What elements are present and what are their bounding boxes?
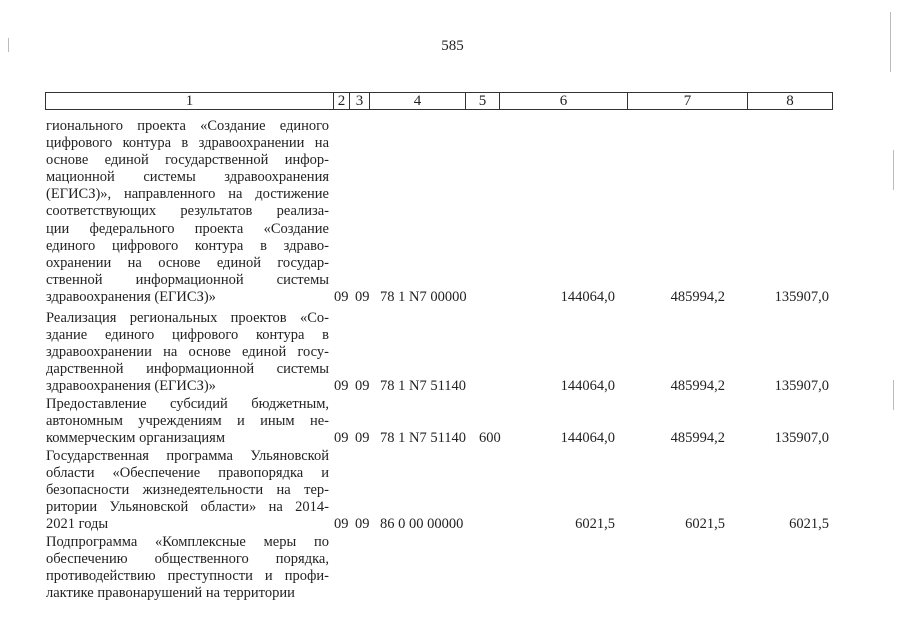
page-number: 585 — [441, 38, 464, 54]
description-line: ритории Ульяновской области» на 2014- — [46, 499, 329, 516]
cell-col-4: 86 0 00 00000 — [380, 516, 464, 533]
description-line: охранении на основе единой государ- — [46, 254, 329, 271]
cell-col-3: 09 — [355, 516, 370, 533]
header-col-7: 7 — [628, 93, 748, 109]
description-line: Государственная программа Ульяновской — [46, 448, 329, 464]
cell-col-3: 09 — [355, 289, 370, 305]
description-line: соответствующих результатов реализа- — [46, 203, 329, 220]
header-col-8: 8 — [786, 93, 794, 109]
cell-col-4: 78 1 N7 51140 — [380, 378, 467, 395]
description-line: здравоохранении на основе единой госу- — [46, 344, 329, 361]
cell-col-8: 6021,5 — [789, 516, 829, 533]
description-line: области «Обеспечение правопорядка и — [46, 465, 329, 482]
cell-col-3: 09 — [355, 378, 370, 395]
cell-col-7: 485994,2 — [670, 430, 725, 447]
cell-col-6: 6021,5 — [575, 516, 615, 533]
cell-col-4: 78 1 N7 00000 — [380, 289, 467, 305]
table-header — [45, 92, 833, 110]
description-line: гионального проекта «Создание единого — [46, 118, 329, 134]
cell-col-6: 144064,0 — [560, 430, 615, 447]
cell-col-2: 09 — [334, 430, 349, 447]
cell-col-2: 09 — [334, 378, 349, 395]
cell-col-6: 144064,0 — [560, 289, 615, 305]
description-line: коммерческим организациям — [46, 430, 226, 447]
description-line: лактике правонарушений на территории — [46, 585, 295, 602]
cell-col-8: 135907,0 — [774, 430, 829, 447]
cell-col-8: 135907,0 — [774, 378, 829, 395]
scan-mark — [890, 12, 891, 72]
header-col-5: 5 — [466, 93, 500, 109]
description-line: 2021 годы — [46, 516, 109, 533]
description-line: здравоохранения (ЕГИСЗ)» — [46, 378, 216, 395]
description-line: (ЕГИСЗ)», направленного на достижение — [46, 186, 329, 203]
cell-col-7: 485994,2 — [670, 289, 725, 305]
header-col-3: 3 — [350, 93, 370, 109]
cell-col-3: 09 — [355, 430, 370, 447]
cell-col-4: 78 1 N7 51140 — [380, 430, 467, 447]
description-line: Подпрограмма «Комплексные меры по — [46, 534, 329, 550]
header-col-1: 1 — [46, 93, 334, 109]
description-line: дарственной информационной системы — [46, 361, 329, 378]
scan-mark — [893, 150, 894, 190]
description-line: мационной системы здравоохранения — [46, 169, 329, 186]
description-line: ции федерального проекта «Создание — [46, 220, 329, 237]
header-col-2: 2 — [334, 93, 350, 109]
cell-col-8: 135907,0 — [774, 289, 829, 305]
header-col-6: 6 — [500, 93, 628, 109]
row-description — [46, 534, 329, 602]
description-line: цифрового контура в здравоохранении на — [46, 135, 329, 152]
description-line: обеспечению общественного порядка, — [46, 551, 329, 568]
description-line: основе единой государственной инфор- — [46, 152, 329, 169]
header-col-4: 4 — [370, 93, 466, 109]
row-description — [46, 310, 329, 395]
row-description — [46, 448, 329, 533]
description-line: противодействию преступности и профи- — [46, 568, 329, 585]
cell-col-2: 09 — [334, 516, 349, 533]
cell-col-2: 09 — [334, 289, 349, 305]
description-line: Реализация региональных проектов «Со- — [46, 310, 329, 326]
description-line: автономным учреждениям и иным не- — [46, 413, 329, 430]
row-description — [46, 396, 329, 447]
cell-col-7: 485994,2 — [670, 378, 725, 395]
cell-col-7: 6021,5 — [685, 516, 725, 533]
description-line: Предоставление субсидий бюджетным, — [46, 396, 329, 412]
cell-col-6: 144064,0 — [560, 378, 615, 395]
row-description — [46, 118, 329, 306]
description-line: ственной информационной системы — [46, 271, 329, 288]
description-line: здание единого цифрового контура в — [46, 327, 329, 344]
scan-mark — [893, 380, 894, 410]
description-line: безопасности жизнедеятельности на тер- — [46, 482, 329, 499]
description-line: здравоохранения (ЕГИСЗ)» — [46, 288, 216, 305]
description-line: единого цифрового контура в здраво- — [46, 237, 329, 254]
scan-mark — [8, 38, 9, 52]
cell-col-5: 600 — [479, 430, 501, 447]
